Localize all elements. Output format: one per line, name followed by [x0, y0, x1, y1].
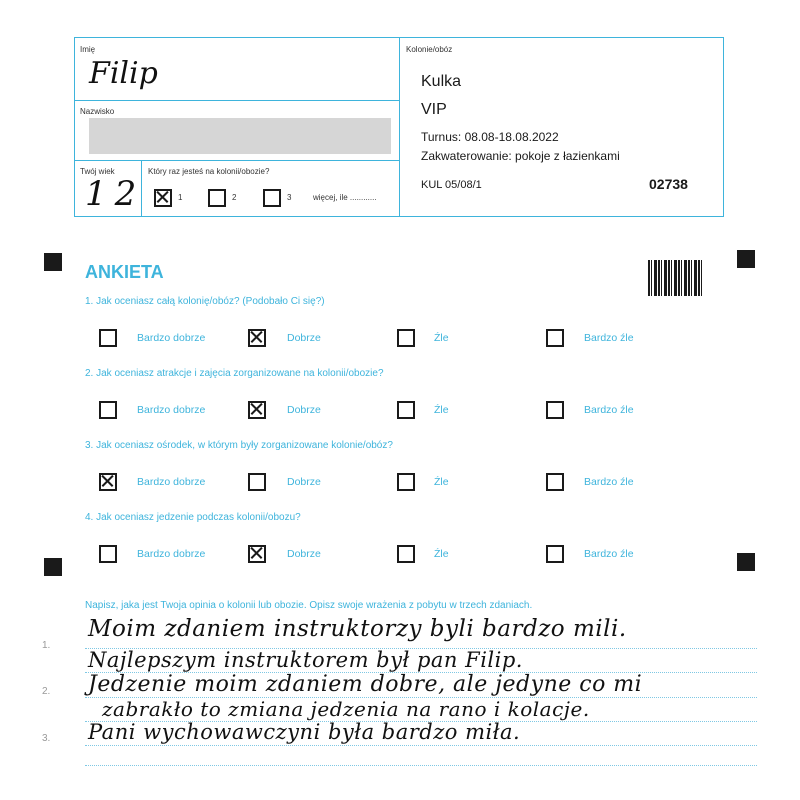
- age-value: 12: [85, 174, 145, 214]
- times-checkbox-3[interactable]: [263, 189, 281, 207]
- q2-option-label: Dobrze: [287, 404, 321, 416]
- barcode: [648, 260, 703, 296]
- question-text: 2. Jak oceniasz atrakcje i zajęcia zorganizowane na kolonii/obozie?: [85, 368, 384, 379]
- q2-option-label: Źle: [434, 404, 449, 416]
- registration-marker: [737, 250, 755, 268]
- question-text: 4. Jak oceniasz jedzenie podczas kolonii/obozu?: [85, 512, 301, 523]
- q2-option-label: Bardzo dobrze: [137, 404, 206, 416]
- accommodation: Zakwaterowanie: pokoje z łazienkami: [421, 149, 620, 163]
- q4-option-checkbox[interactable]: [546, 545, 564, 563]
- q1-option-checkbox[interactable]: [397, 329, 415, 347]
- q3-option-checkbox[interactable]: [546, 473, 564, 491]
- camp-type: VIP: [421, 101, 447, 118]
- q1-option-checkbox[interactable]: [99, 329, 117, 347]
- handwritten-line: Jedzenie moim zdaniem dobre, ale jedyne co mi: [88, 672, 643, 697]
- times-checkbox-2[interactable]: [208, 189, 226, 207]
- form-number: 02738: [649, 176, 688, 192]
- writing-line: [85, 745, 757, 746]
- camp-name: Kulka: [421, 73, 462, 90]
- q3-option-label: Bardzo źle: [584, 476, 634, 488]
- redacted-surname: [89, 118, 391, 154]
- q2-option-label: Bardzo źle: [584, 404, 634, 416]
- q3-option-label: Bardzo dobrze: [137, 476, 206, 488]
- question-text: 1. Jak oceniasz całą kolonię/obóz? (Podobało Ci się?): [85, 296, 325, 307]
- registration-marker: [737, 553, 755, 571]
- q3-option-checkbox[interactable]: [248, 473, 266, 491]
- q4-option-label: Dobrze: [287, 548, 321, 560]
- times-option-1: 1: [178, 193, 183, 202]
- divider: [75, 100, 399, 101]
- q3-option-checkbox[interactable]: [397, 473, 415, 491]
- q3-option-label: Dobrze: [287, 476, 321, 488]
- handwritten-line: Pani wychowawczyni była bardzo miła.: [88, 720, 521, 744]
- turnus: Turnus: 08.08-18.08.2022: [421, 130, 559, 144]
- q3-option-label: Źle: [434, 476, 449, 488]
- q3-option-checkbox[interactable]: [99, 473, 117, 491]
- q1-option-checkbox[interactable]: [546, 329, 564, 347]
- handwritten-line: Najlepszym instruktorem był pan Filip.: [88, 648, 523, 672]
- handwritten-line: zabrakło to zmiana jedzenia na rano i kolacje.: [102, 697, 590, 721]
- age-label: Twój wiek: [80, 167, 115, 176]
- q4-option-checkbox[interactable]: [248, 545, 266, 563]
- name-label: Imię: [80, 45, 96, 54]
- surname-label: Nazwisko: [80, 107, 115, 116]
- name-value: Filip: [89, 56, 158, 91]
- times-label: Który raz jesteś na kolonii/obozie?: [148, 167, 270, 176]
- q4-option-label: Bardzo źle: [584, 548, 634, 560]
- q1-option-label: Źle: [434, 332, 449, 344]
- handwritten-line: Moim zdaniem instruktorzy byli bardzo mili.: [88, 616, 627, 642]
- q2-option-checkbox[interactable]: [546, 401, 564, 419]
- q4-option-label: Bardzo dobrze: [137, 548, 206, 560]
- q4-option-checkbox[interactable]: [397, 545, 415, 563]
- q1-option-checkbox[interactable]: [248, 329, 266, 347]
- writing-line: [85, 765, 757, 766]
- q4-option-label: Źle: [434, 548, 449, 560]
- registration-marker: [44, 558, 62, 576]
- opinion-prompt: Napisz, jaka jest Twoja opinia o kolonii lub obozie. Opisz swoje wrażenia z pobytu w trzech zdaniach.: [85, 600, 533, 611]
- line-number: 2.: [42, 686, 51, 697]
- registration-marker: [44, 253, 62, 271]
- q1-option-label: Bardzo źle: [584, 332, 634, 344]
- camp-code: KUL 05/08/1: [421, 179, 482, 191]
- divider: [399, 38, 400, 216]
- q2-option-checkbox[interactable]: [248, 401, 266, 419]
- line-number: 3.: [42, 733, 51, 744]
- times-option-2: 2: [232, 193, 237, 202]
- times-option-3: 3: [287, 193, 292, 202]
- camp-label: Kolonie/obóz: [406, 45, 453, 54]
- survey-title: ANKIETA: [85, 262, 164, 282]
- q1-option-label: Bardzo dobrze: [137, 332, 206, 344]
- question-text: 3. Jak oceniasz ośrodek, w którym były zorganizowane kolonie/obóz?: [85, 440, 393, 451]
- q1-option-label: Dobrze: [287, 332, 321, 344]
- header-form: [74, 37, 724, 217]
- divider: [75, 160, 399, 161]
- q2-option-checkbox[interactable]: [99, 401, 117, 419]
- q4-option-checkbox[interactable]: [99, 545, 117, 563]
- line-number: 1.: [42, 640, 51, 651]
- q2-option-checkbox[interactable]: [397, 401, 415, 419]
- times-checkbox-1[interactable]: [154, 189, 172, 207]
- times-more-label: więcej, ile ............: [313, 193, 377, 202]
